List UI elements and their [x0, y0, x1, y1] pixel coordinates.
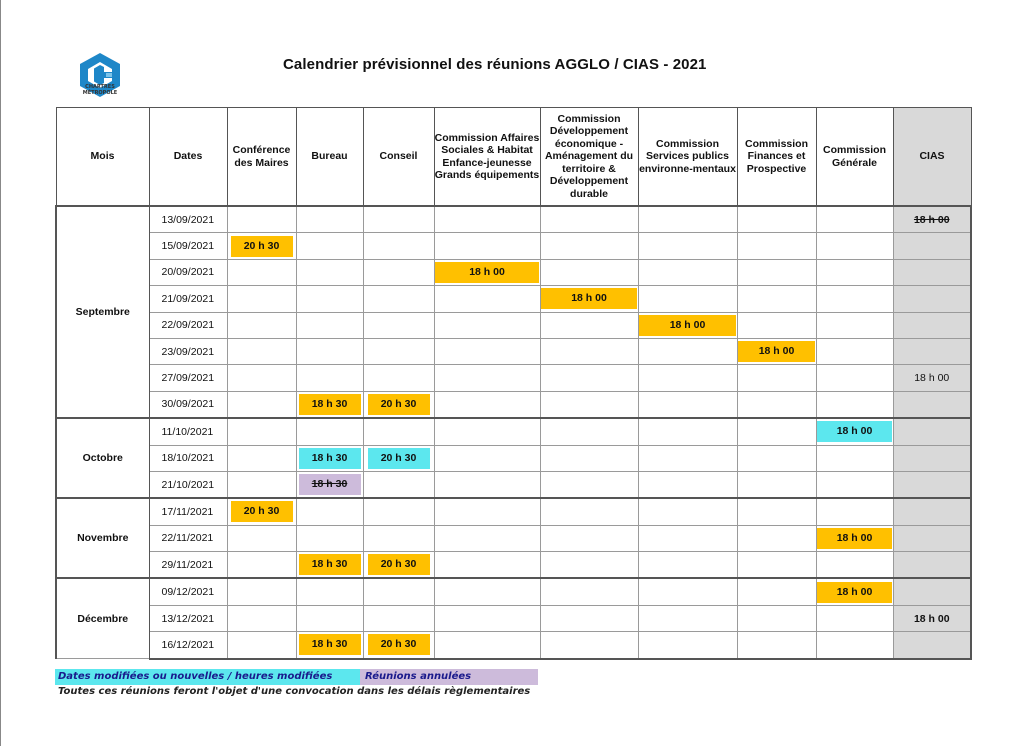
cias-cell: 18 h 00 [893, 365, 971, 391]
legend-modified: Dates modifiées ou nouvelles / heures modifiées [55, 669, 360, 685]
header-services-publics: Commission Services publics environne-mentaux [638, 108, 737, 207]
cias-cell [893, 632, 971, 659]
meeting-chip: 20 h 30 [231, 501, 293, 522]
table-row [56, 525, 971, 551]
table-row [56, 605, 971, 631]
date-cell: 15/09/2021 [149, 233, 227, 259]
meeting-chip: 18 h 30 [299, 554, 361, 575]
header-row [56, 108, 971, 207]
date-cell: 17/11/2021 [149, 498, 227, 525]
cias-cell [893, 286, 971, 312]
meeting-chip-modified: 18 h 30 [299, 448, 361, 469]
meeting-chip: 18 h 30 [299, 394, 361, 415]
cias-cell [893, 338, 971, 364]
header-conseil: Conseil [363, 108, 434, 207]
table-row [56, 578, 971, 605]
table-row [56, 445, 971, 471]
table-row [56, 418, 971, 445]
meeting-chip: 20 h 30 [368, 394, 430, 415]
header-generale: Commission Générale [816, 108, 893, 207]
meeting-chip: 20 h 30 [368, 634, 430, 655]
cias-cell [893, 233, 971, 259]
cias-cell [893, 498, 971, 525]
date-cell: 13/12/2021 [149, 605, 227, 631]
cias-cell [893, 259, 971, 285]
meeting-chip: 18 h 30 [299, 634, 361, 655]
date-cell: 18/10/2021 [149, 445, 227, 471]
table-row [56, 312, 971, 338]
meeting-chip-modified: 18 h 00 [817, 421, 892, 442]
month-novembre: Novembre [56, 498, 149, 578]
date-cell: 27/09/2021 [149, 365, 227, 391]
cias-cell [893, 578, 971, 605]
header-cias: CIAS [893, 108, 971, 207]
header-mois: Mois [56, 108, 149, 207]
date-cell: 22/11/2021 [149, 525, 227, 551]
cias-cell [893, 312, 971, 338]
table-row [56, 286, 971, 312]
cias-cell [893, 471, 971, 498]
cias-cell [893, 206, 971, 233]
cias-cell: 18 h 00 [893, 605, 971, 631]
month-octobre: Octobre [56, 418, 149, 498]
chartres-metropole-logo [76, 40, 124, 106]
date-cell: 21/10/2021 [149, 471, 227, 498]
date-cell: 13/09/2021 [149, 206, 227, 233]
table-row [56, 365, 971, 391]
cias-cell [893, 525, 971, 551]
month-septembre: Septembre [56, 206, 149, 418]
header-conference: Conférence des Maires [227, 108, 296, 207]
footnote: Toutes ces réunions feront l'objet d'une convocation dans les délais règlementaires [58, 686, 531, 697]
meeting-chip: 18 h 00 [435, 262, 539, 283]
table-row [56, 498, 971, 525]
meeting-calendar-table [55, 107, 972, 660]
table-row [56, 391, 971, 418]
cias-cell [893, 552, 971, 579]
header-affaires-sociales: Commission Affaires Sociales & Habitat Enfance-jeunesse Grands équipements [434, 108, 540, 207]
cancelled-time: 18 h 00 [913, 213, 950, 226]
meeting-chip: 18 h 00 [639, 315, 736, 336]
meeting-chip-modified: 20 h 30 [368, 448, 430, 469]
table-row [56, 338, 971, 364]
table-row [56, 206, 971, 233]
header-bureau: Bureau [296, 108, 363, 207]
legend-cancelled: Réunions annulées [360, 669, 538, 685]
meeting-chip: 18 h 00 [817, 528, 892, 549]
meeting-chip: 18 h 00 [817, 582, 892, 603]
table-row [56, 233, 971, 259]
date-cell: 22/09/2021 [149, 312, 227, 338]
cias-cell [893, 445, 971, 471]
header-finances: Commission Finances et Prospective [737, 108, 816, 207]
cias-cell [893, 418, 971, 445]
meeting-chip: 18 h 00 [738, 341, 815, 362]
cias-cell [893, 391, 971, 418]
logo-caption [72, 84, 128, 96]
meeting-chip-cancelled: 18 h 30 [299, 474, 361, 495]
date-cell: 20/09/2021 [149, 259, 227, 285]
meeting-chip: 20 h 30 [231, 236, 293, 257]
date-cell: 21/09/2021 [149, 286, 227, 312]
header-developpement: Commission Développement économique - Aménagement du territoire & Développement durable [540, 108, 638, 207]
header-dates: Dates [149, 108, 227, 207]
month-decembre: Décembre [56, 578, 149, 658]
date-cell: 29/11/2021 [149, 552, 227, 579]
date-cell: 11/10/2021 [149, 418, 227, 445]
date-cell: 09/12/2021 [149, 578, 227, 605]
date-cell: 16/12/2021 [149, 632, 227, 659]
page-edge [0, 0, 1, 746]
date-cell: 23/09/2021 [149, 338, 227, 364]
date-cell: 30/09/2021 [149, 391, 227, 418]
logo-line2: MÉTROPOLE [82, 90, 118, 96]
page-title: Calendrier prévisionnel des réunions AGGLO / CIAS - 2021 [283, 56, 707, 73]
table-row [56, 552, 971, 579]
meeting-chip: 18 h 00 [541, 288, 637, 309]
table-row [56, 471, 971, 498]
table-row [56, 259, 971, 285]
table-row [56, 632, 971, 659]
meeting-chip: 20 h 30 [368, 554, 430, 575]
logo-line1: CHARTRES [85, 84, 115, 90]
